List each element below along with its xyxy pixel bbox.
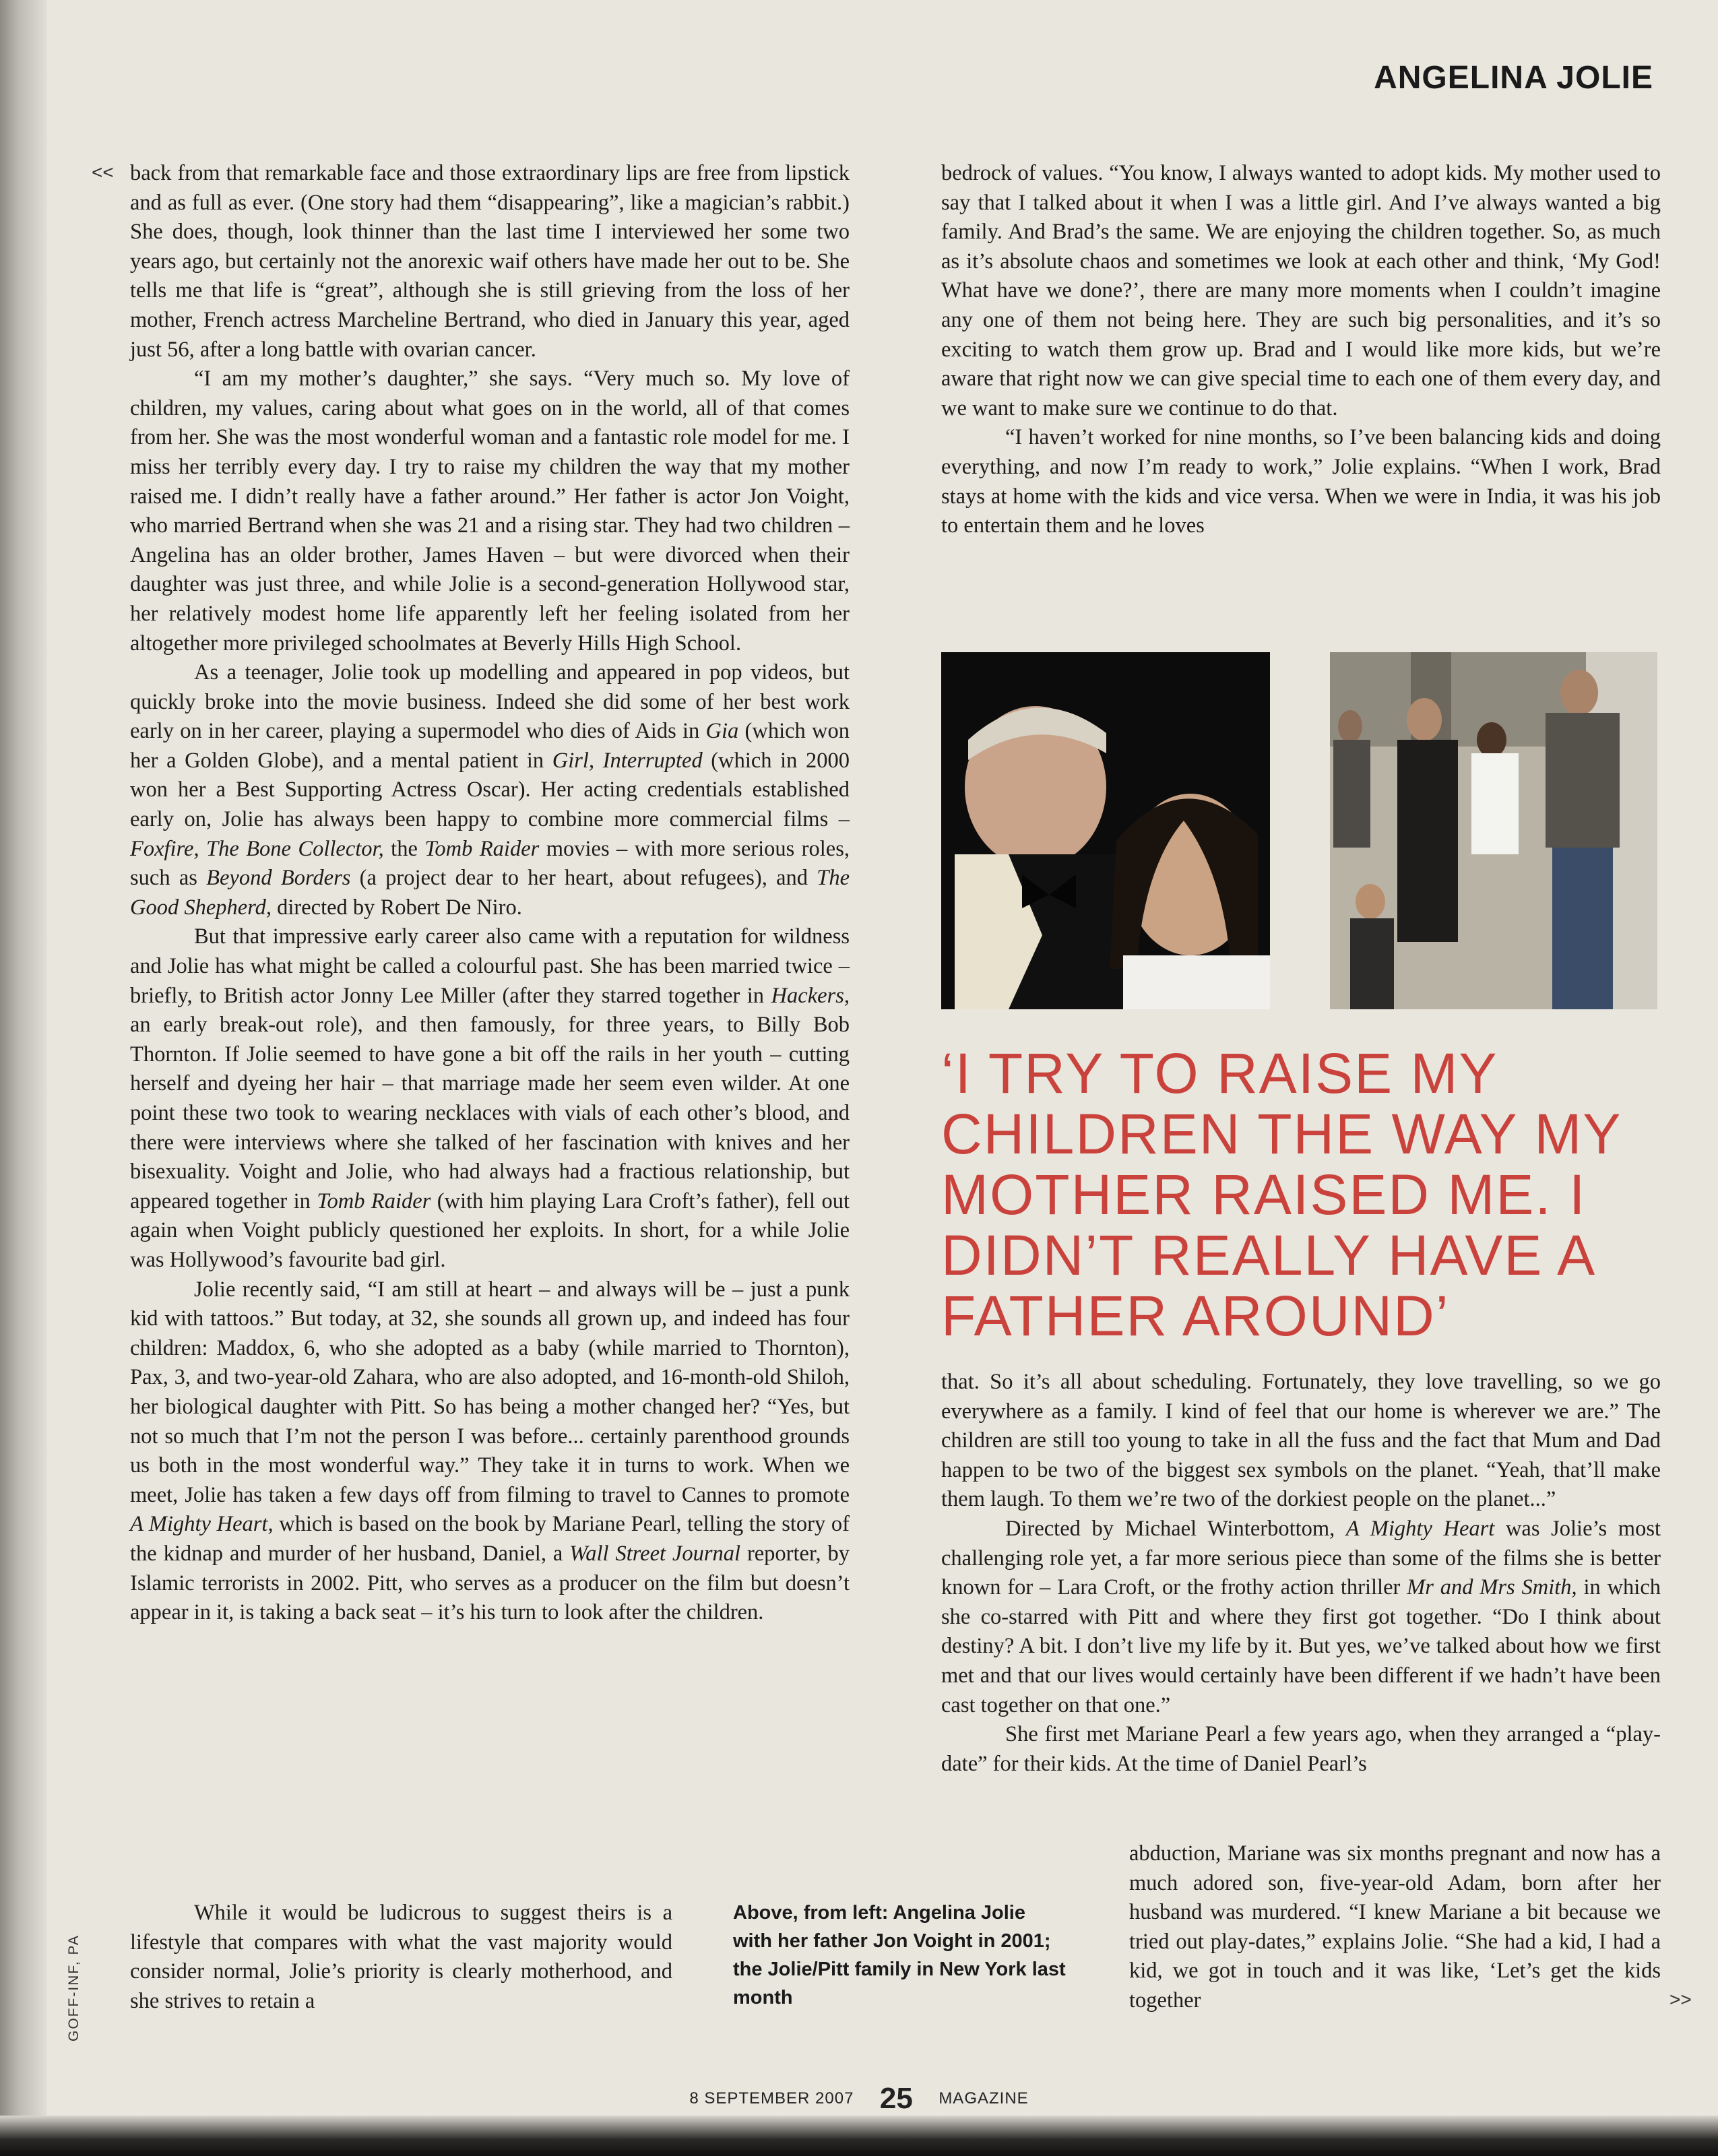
right-column-top: [941, 159, 1661, 541]
scan-bottom-edge: [0, 2116, 1718, 2156]
paragraph: “I am my mother’s daughter,” she says. “Very much so. My love of children, my values, caring about what goes on in the world, all of that comes from her. She was the most wonderful woman and a fantastic role model for me. I miss her terribly every day. I try to raise my children the way that my mother raised me. I didn’t really have a father around.” Her father is actor Jon Voight, who married Bertrand when she was 21 and a rising star. They had two children – Angelina has an older brother, James Haven – but were divorced when their daughter was just three, and while Jolie is a second-generation Hollywood star, her relatively modest home life apparently left her feeling isolated from her altogether more privileged schoolmates at Beverly Hills High School.: [130, 367, 850, 656]
photo-jolie-pitt-family-image: [1330, 652, 1657, 1009]
left-column: [130, 159, 850, 1628]
paragraph: that. So it’s all about scheduling. Fortunately, they love travelling, so we go everywhere as a family. I kind of feel that our home is wherever we are.” The children are still too young to take in all the fuss and the fact that Mum and Dad happen to be two of the biggest sex symbols on the planet. “Yeah, that’ll make them laugh. To them we’re two of the dorkiest people on the planet...”: [941, 1370, 1661, 1512]
paragraph: bedrock of values. “You know, I always wanted to adopt kids. My mother used to say that I talked about it when I was a little girl. And I’ve always wanted a big family. And Brad’s the same. We are enjoying the children together. So, as much as it’s absolute chaos and sometimes we look at each other and think, ‘My God! What have we done?’, there are many more moments when I couldn’t imagine any one of them not being here. They are such big personalities, and it’s so exciting to watch them grow up. Brad and I would like more kids, but we’re aware that right now we can give special time to each one of them every day, and we want to make sure we continue to do that.: [941, 161, 1661, 420]
paragraph: back from that remarkable face and those extraordinary lips are free from lipstick and as full as ever. (One story had them “disappearing”, like a magician’s rabbit.) She does, though, look thinner than the last time I interviewed her some two years ago, but certainly not the anorexic waif others have made her out to be. She tells me that life is “great”, although she is still grieving from the loss of her mother, French actress Marcheline Bertrand, who died in January this year, aged just 56, after a long battle with ovarian cancer.: [130, 161, 850, 362]
paragraph: While it would be ludicrous to suggest theirs is a lifestyle that compares with what the vast majority would consider normal, Jolie’s priority is clearly motherhood, and she strives to retain a: [130, 1901, 672, 2013]
page-footer: [0, 2082, 1718, 2116]
left-column-bottom: [130, 1899, 672, 2016]
page-gutter-edge: [0, 0, 47, 2156]
issue-date: 8 SEPTEMBER 2007: [689, 2089, 854, 2107]
running-head: ANGELINA JOLIE: [1374, 60, 1653, 96]
paragraph: “I haven’t worked for nine months, so I’ve been balancing kids and doing everything, and now I’m ready to work,” Jolie explains. “When I work, Brad stays at home with the kids and vice versa. When we were in India, it was his job to entertain them and he loves: [941, 425, 1661, 538]
pull-quote: ‘I TRY TO RAISE MY CHILDREN THE WAY MY MOTHER RAISED ME. I DIDN’T REALLY HAVE A FATHER AROUND’: [941, 1042, 1621, 1348]
photo-credit: GOFF-INF, PA: [66, 1934, 82, 2041]
photo-jolie-pitt-family: [1330, 652, 1657, 1009]
right-column-middle: [941, 1368, 1661, 1779]
section-name: MAGAZINE: [938, 2089, 1029, 2107]
paragraph: Directed by Michael Winterbottom, A Mighty Heart was Jolie’s most challenging role yet, a far more serious piece than some of the films she is better known for – Lara Croft, or the frothy action thriller Mr and Mrs Smith, in which she co-starred with Pitt and where they first got together. “Do I think about destiny? A bit. I don’t live my life by it. But yes, we’ve talked about how we first met and that our lives would certainly have been different if we hadn’t have been cast together on that one.”: [941, 1516, 1661, 1717]
photo-caption: Above, from left: Angelina Jolie with her father Jon Voight in 2001; the Jolie/Pitt family in New York last month: [733, 1902, 1066, 2008]
continues-marker: >>: [1669, 1989, 1692, 2010]
paragraph: She first met Mariane Pearl a few years ago, when they arranged a “play-date” for their kids. At the time of Daniel Pearl’s: [941, 1722, 1661, 1776]
photo-jolie-and-voight-image: [941, 652, 1270, 1009]
continued-from-marker: <<: [92, 162, 114, 183]
right-column-narrow: [1129, 1839, 1661, 2016]
paragraph: abduction, Mariane was six months pregnant and now has a much adored son, five-year-old Adam, born after her husband was murdered. “I knew Mariane a bit because we tried out play-dates,” explains Jolie. “She had a kid, I had a kid, we got in touch and it was like, ‘Let’s get the kids together: [1129, 1841, 1661, 2012]
photo-jolie-and-voight: [941, 652, 1270, 1009]
paragraph: But that impressive early career also came with a reputation for wildness and Jolie has what might be called a colourful past. She has been married twice – briefly, to British actor Jonny Lee Miller (after they starred together in Hackers, an early break-out role), and then famously, for three years, to Billy Bob Thornton. If Jolie seemed to have gone a bit off the rails in her youth – cutting herself and dyeing her hair – that marriage made her seem even wilder. At one point these two took to wearing necklaces with vials of each other’s blood, and there were interviews where she talked of her fascination with knives and her bisexuality. Voight and Jolie, who had always had a fractious relationship, but appeared together in Tomb Raider (with him playing Lara Croft’s father), fell out again when Voight publicly questioned her exploits. In short, for a while Jolie was Hollywood’s favourite bad girl.: [130, 924, 850, 1272]
page-number: 25: [879, 2082, 913, 2115]
paragraph: As a teenager, Jolie took up modelling and appeared in pop videos, but quickly broke into the movie business. Indeed she did some of her best work early on in her career, playing a supermodel who dies of Aids in Gia (which won her a Golden Globe), and a mental patient in Girl, Interrupted (which in 2000 won her a Best Supporting Actress Oscar). Her acting credentials established early on, Jolie has always been happy to combine more commercial films – Foxfire, The Bone Collector, the Tomb Raider movies – with more serious roles, such as Beyond Borders (a project dear to her heart, about refugees), and The Good Shepherd, directed by Robert De Niro.: [130, 660, 850, 920]
paragraph: Jolie recently said, “I am still at heart – and always will be – just a punk kid with tattoos.” But today, at 32, she sounds all grown up, and indeed has four children: Maddox, 6, who she adopted as a baby (while married to Thornton), Pax, 3, and two-year-old Zahara, who are also adopted, and 16-month-old Shiloh, her biological daughter with Pitt. So has being a mother changed her? “Yes, but not so much that I’m not the person I was before... certainly parenthood grounds us both in the most wonderful way.” They take it in turns to work. When we meet, Jolie has taken a few days off from filming to travel to Cannes to promote A Mighty Heart, which is based on the book by Mariane Pearl, telling the story of the kidnap and murder of her husband, Daniel, a Wall Street Journal reporter, by Islamic terrorists in 2002. Pitt, who serves as a producer on the film but doesn’t appear in it, is taking a back seat – it’s his turn to look after the children.: [130, 1277, 850, 1625]
